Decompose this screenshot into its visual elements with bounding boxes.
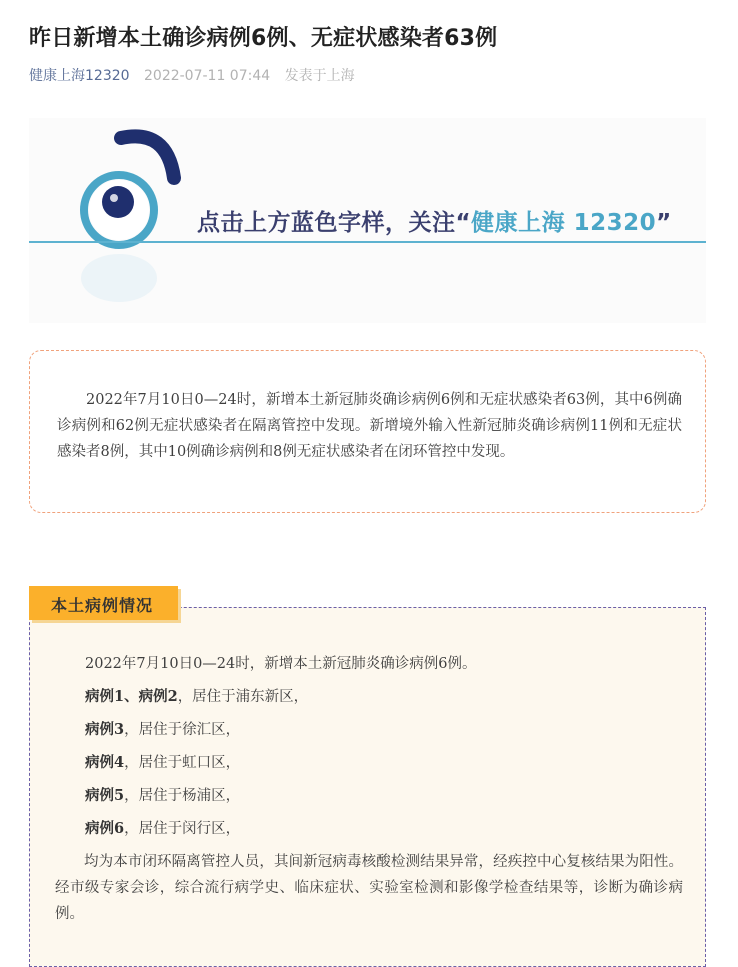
banner-divider (29, 241, 706, 243)
case-item (85, 717, 240, 743)
case-text: ，居住于徐汇区， (124, 722, 241, 738)
account-name-link[interactable]: 健康上海12320 (29, 68, 130, 84)
case-label: 病例5 (85, 787, 125, 804)
case-label: 病例1、病例2 (85, 688, 178, 705)
case-text: ，居住于虹口区， (124, 755, 241, 771)
banner-brand-name: 健康上海 12320 (471, 210, 657, 236)
section-tab-label: 本土病例情况 (51, 596, 154, 615)
summary-box (29, 350, 706, 513)
quote-open: “ (455, 210, 472, 236)
case-text: ，居住于闵行区， (124, 821, 241, 837)
quote-close: ” (656, 210, 672, 236)
cases-intro: 2022年7月10日0—24时，新增本土新冠肺炎确诊病例6例。 (85, 656, 477, 672)
publish-time: 2022-07-11 07:44 (144, 68, 271, 84)
case-text: ，居住于浦东新区， (177, 689, 309, 705)
case-label: 病例4 (85, 754, 125, 771)
case-item (85, 816, 240, 842)
article-title: 昨日新增本土确诊病例6例、无症状感染者63例 (29, 26, 498, 51)
follow-banner[interactable] (29, 118, 706, 323)
case-label: 病例3 (85, 721, 125, 738)
case-item (85, 750, 240, 776)
banner-text-prefix: 点击上方蓝色字样，关注 (197, 210, 456, 236)
case-item (85, 684, 308, 710)
article-meta (29, 66, 355, 86)
cases-conclusion: 均为本市闭环隔离管控人员，其间新冠病毒核酸检测结果异常，经疾控中心复核结果为阳性。经市级专家会诊，综合流行病学史、临床症状、实验室检测和影像学检查结果等，诊断为确诊病例。 (55, 854, 683, 922)
summary-text: 2022年7月10日0—24时，新增本土新冠肺炎确诊病例6例和无症状感染者63例，其中6例确诊病例和62例无症状感染者在隔离管控中发现。新增境外输入性新冠肺炎确诊病例11例和无症状感染者8例，其中10例确诊病例和8例无症状感染者在闭环管控中发现。 (57, 392, 682, 460)
case-label: 病例6 (85, 820, 125, 837)
case-item (85, 783, 240, 809)
case-text: ，居住于杨浦区， (124, 788, 241, 804)
publish-location: 发表于上海 (284, 68, 355, 84)
banner-follow-text (197, 204, 672, 237)
section-tab (29, 586, 178, 620)
